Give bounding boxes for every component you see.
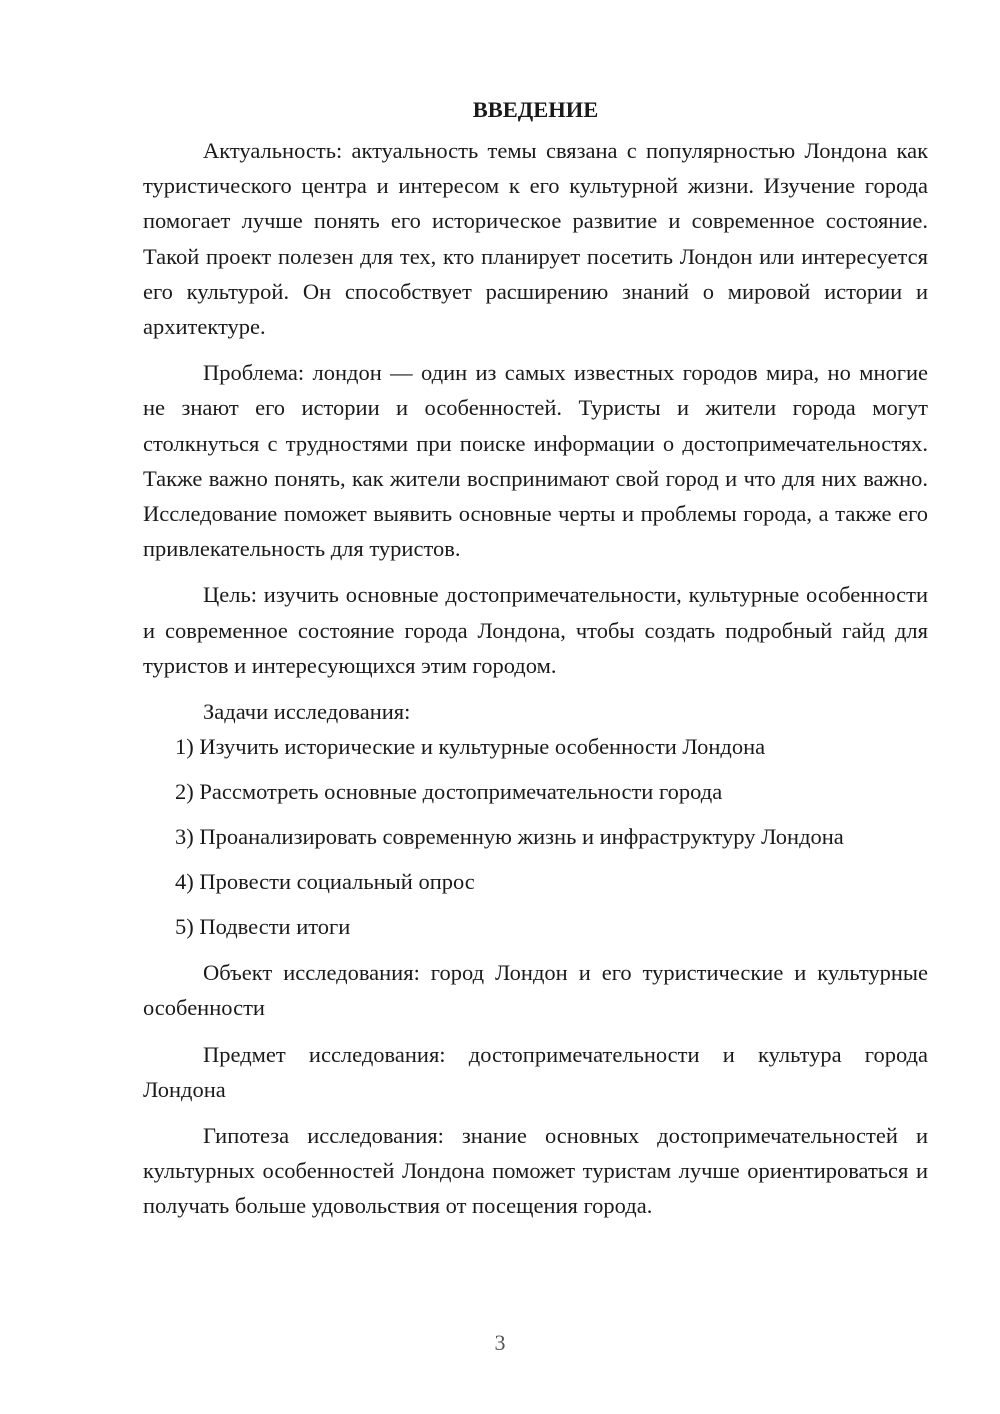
goal-paragraph: Цель: изучить основные достопримечательности, культурные особенности и современное состояние города Лондона, чтобы создать подробный гайд для туристов и интересующихся этим городом.	[143, 582, 928, 678]
list-item: 2) Рассмотреть основные достопримечательности города	[175, 779, 723, 805]
page-title: ВВЕДЕНИЕ	[472, 97, 599, 122]
list-item: 5) Подвести итоги	[175, 914, 351, 940]
object-paragraph: Объект исследования: город Лондон и его туристические и культурные особенности	[143, 960, 928, 1021]
relevance-paragraph: Актуальность: актуальность темы связана с популярностью Лондона как туристического центра и интересом к его культурной жизни. Изучение города помогает лучше понять его историческое развитие и современное состояние. Такой проект полезен для тех, кто планирует посетить Лондон или интересуется его культурой. Он способствует расширению знаний о мировой истории и архитектуре.	[143, 138, 928, 340]
problem-paragraph: Проблема: лондон — один из самых известных городов мира, но многие не знают его истории и особенностей. Туристы и жители города могут столкнуться с трудностями при поиске информации о достопримечательностях. Также важно понять, как жители воспринимают свой город и что для них важно. Исследование поможет выявить основные черты и проблемы города, а также его привлекательность для туристов.	[143, 360, 928, 562]
list-item: 3) Проанализировать современную жизнь и инфраструктуру Лондона	[175, 824, 844, 850]
subject-paragraph: Предмет исследования: достопримечательности и культура города Лондона	[143, 1041, 928, 1102]
tasks-list	[143, 729, 928, 944]
page-number: 3	[494, 1330, 506, 1355]
list-item: 1) Изучить исторические и культурные особенности Лондона	[175, 734, 766, 760]
tasks-heading: Задачи исследования:	[203, 699, 411, 725]
document-page	[143, 92, 928, 1224]
list-item: 4) Провести социальный опрос	[175, 869, 475, 895]
hypothesis-paragraph: Гипотеза исследования: знание основных достопримечательностей и культурных особенностей Лондона поможет туристам лучше ориентироваться и получать больше удовольствия от посещения города.	[143, 1123, 928, 1219]
